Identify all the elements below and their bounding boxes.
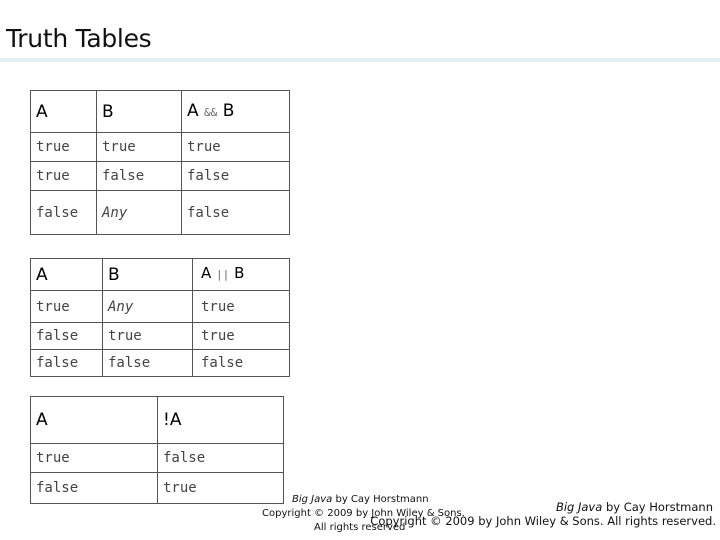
cell-b: false — [103, 350, 193, 377]
header-operand-b: B — [234, 264, 245, 282]
header-b: B — [97, 91, 182, 133]
cell-a: false — [31, 323, 103, 350]
header-not-a: !A — [158, 397, 284, 444]
header-b: B — [103, 259, 193, 291]
cell-result: false — [158, 444, 284, 473]
table-header-row — [31, 397, 284, 444]
credit-small-book: Big Java — [292, 494, 333, 505]
cell-b: true — [97, 133, 182, 162]
table-row — [31, 323, 290, 350]
credit-large-author: by Cay Horstmann — [602, 500, 713, 514]
cell-result: true — [193, 323, 290, 350]
cell-a: true — [31, 133, 97, 162]
header-a: A — [31, 91, 97, 133]
cell-result: false — [182, 191, 290, 235]
table-row — [31, 473, 284, 504]
credit-small-copyright: Copyright © 2009 by John Wiley & Sons. — [262, 508, 465, 519]
and-truth-table — [30, 90, 290, 235]
header-operand-a: A — [201, 264, 212, 282]
header-a: A — [31, 397, 158, 444]
cell-result: false — [182, 162, 290, 191]
cell-b: true — [103, 323, 193, 350]
cell-b: false — [97, 162, 182, 191]
credit-small-rights: All rights reserved — [314, 522, 406, 533]
header-a-or-b — [193, 259, 290, 291]
table-row — [31, 162, 290, 191]
cell-result: false — [193, 350, 290, 377]
table-header-row — [31, 259, 290, 291]
cell-result: true — [193, 291, 290, 323]
credit-small-line1 — [292, 494, 429, 505]
and-operator: && — [204, 106, 218, 119]
title-divider — [0, 58, 720, 62]
table-row — [31, 133, 290, 162]
table-row — [31, 291, 290, 323]
cell-a: true — [31, 162, 97, 191]
credit-large-line1 — [556, 500, 713, 514]
cell-a: true — [31, 444, 158, 473]
credit-large-book: Big Java — [555, 500, 603, 514]
table-row — [31, 350, 290, 377]
table-header-row — [31, 91, 290, 133]
header-operand-b: B — [222, 101, 235, 121]
cell-result: true — [182, 133, 290, 162]
or-truth-table — [30, 258, 290, 377]
header-a-and-b — [182, 91, 290, 133]
credit-small-author: by Cay Horstmann — [332, 494, 429, 505]
cell-a: true — [31, 291, 103, 323]
cell-a: false — [31, 191, 97, 235]
credit-large-copyright: Copyright © 2009 by John Wiley & Sons. All rights reserved. — [370, 514, 716, 528]
header-operand-a: A — [187, 101, 199, 121]
table-row — [31, 444, 284, 473]
cell-b: Any — [103, 291, 193, 323]
not-truth-table — [30, 396, 284, 504]
header-a: A — [31, 259, 103, 291]
page-title: Truth Tables — [6, 24, 152, 53]
cell-b: Any — [97, 191, 182, 235]
or-operator: || — [216, 268, 230, 281]
cell-a: false — [31, 473, 158, 504]
table-row — [31, 191, 290, 235]
cell-a: false — [31, 350, 103, 377]
cell-result: true — [158, 473, 284, 504]
